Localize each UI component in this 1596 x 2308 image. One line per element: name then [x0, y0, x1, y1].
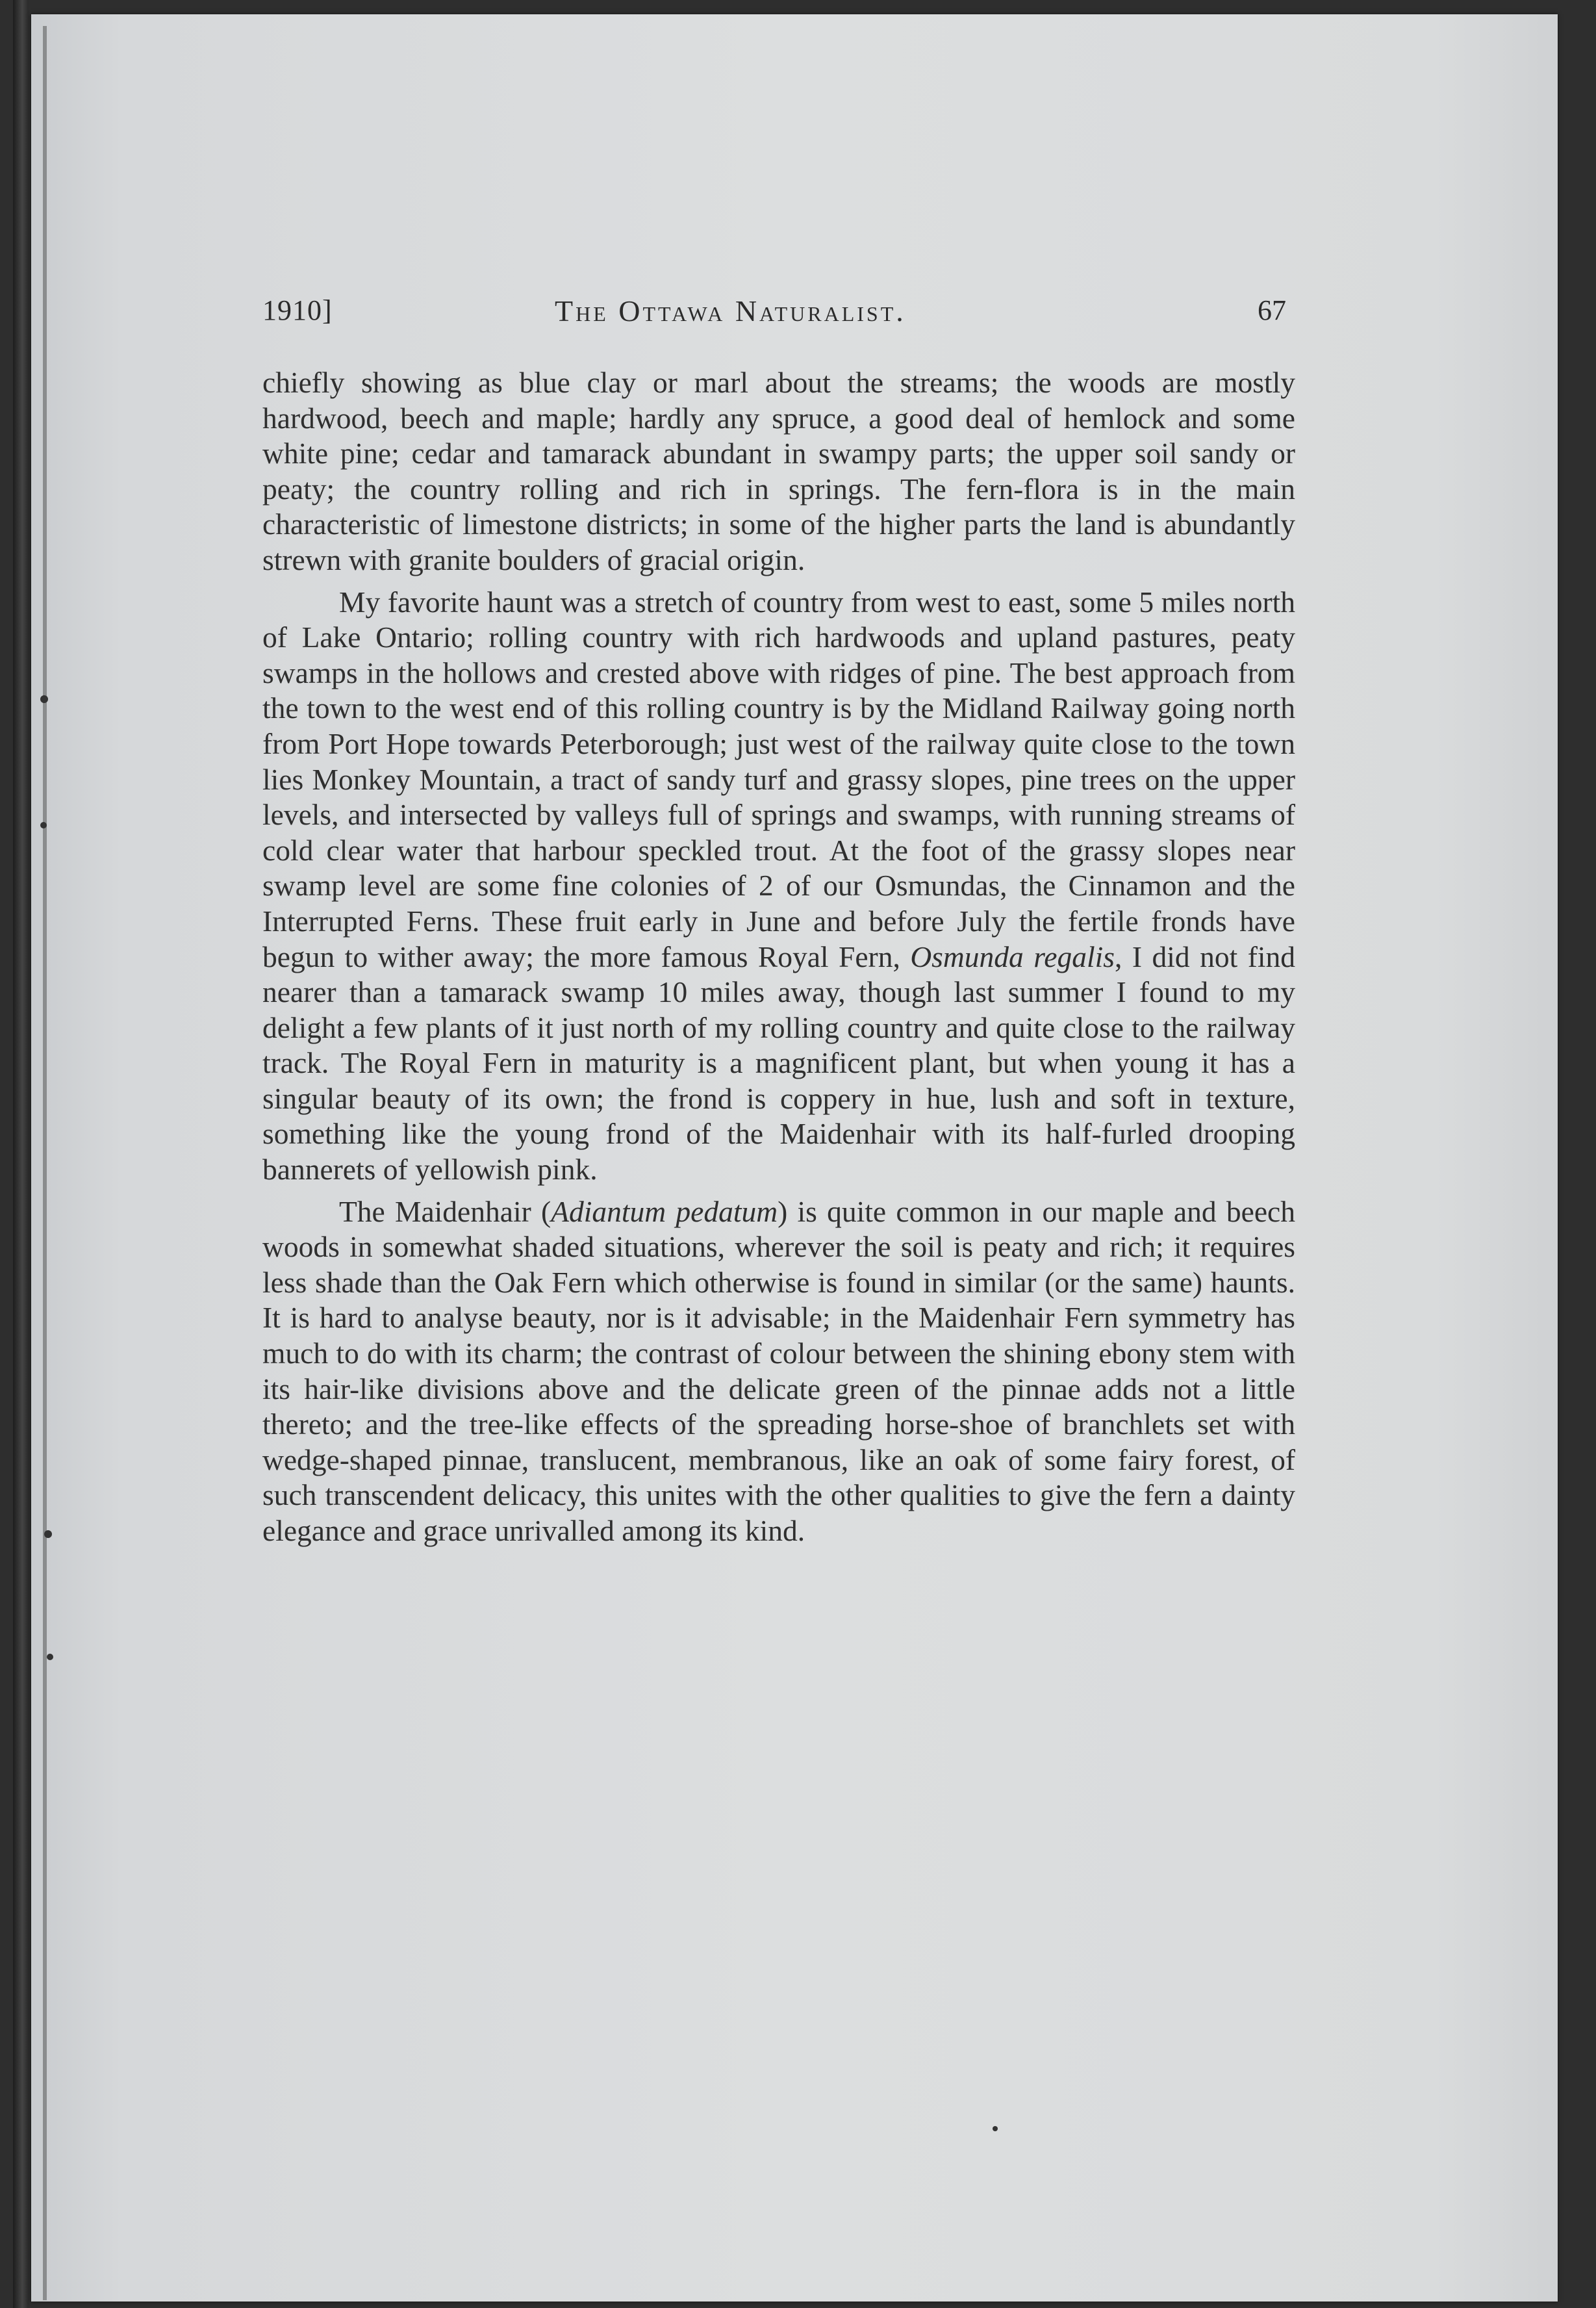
paragraph-text: My favorite haunt was a stretch of country from west to east, some 5 miles north of Lake Ontario; rolling country with rich hardwoods and upland pastures, peaty swamps in the hollows and crested above with ridges of pine. The best approach from the town to the west end of this rolling country is by the Midland Railway going north from Port Hope towards Peterborough; just west of the railway quite close to the town lies Monkey Mountain, a tract of sandy turf and grassy slopes, pine trees on the upper levels, and intersected by valleys full of springs and swamps, with running streams of cold clear water that harbour speckled trout. At the foot of the grassy slopes near swamp level are some fine colonies of 2 of our Osmundas, the Cinnamon and the Interrupted Ferns. These fruit early in June and before July the fertile fronds have begun to wither away; the more famous Royal Fern,	[262, 585, 1295, 973]
paragraph-text: The Maidenhair (	[339, 1194, 551, 1228]
paragraph	[262, 585, 1295, 1188]
speck-mark	[993, 2126, 998, 2131]
body-text	[262, 365, 1295, 1556]
binding-mark	[44, 1530, 52, 1538]
running-head-year: 1910]	[262, 294, 333, 326]
binding-edge	[13, 0, 29, 2308]
paragraph-text: ) is quite common in our maple and beech woods in somewhat shaded situations, wherever the soil is peaty and rich; it requires less shade than the Oak Fern which otherwise is found in similar (or the same) haunts. It is hard to analyse beauty, nor is it advisable; in the Maidenhair Fern symmetry has much to do with its charm; the contrast of colour between the shining ebony stem with its hair-like divisions above and the delicate green of the pinnae adds not a little thereto; and the tree-like effects of the spreading horse-shoe of branchlets set with wedge-shaped pinnae, translucent, membranous, like an oak of some fairy forest, of such transcendent delicacy, this unites with the other qualities to give the fern a dainty elegance and grace unrivalled among its kind.	[262, 1194, 1295, 1547]
binding-mark	[40, 695, 48, 703]
paragraph-text: , I did not find nearer than a tamarack swamp 10 miles away, though last summer I found to my delight a few plants of it just north of my rolling country and quite close to the railway track. The Royal Fern in maturity is a magnificent plant, but when young it has a singular beauty of its own; the frond is coppery in hue, lush and soft in texture, something like the young frond of the Maidenhair with its half-furled drooping bannerets of yellowish pink.	[262, 940, 1295, 1186]
page-gutter-line	[43, 26, 47, 2300]
italic-species-name: Adiantum pedatum	[551, 1194, 778, 1228]
paragraph	[262, 1194, 1295, 1549]
running-head	[262, 294, 1293, 339]
italic-species-name: Osmunda regalis	[910, 940, 1115, 973]
paragraph-text: chiefly showing as blue clay or marl about the streams; the woods are mostly hardwood, beech and maple; hardly any spruce, a good deal of hemlock and some white pine; cedar and tamarack abundant in swampy parts; the upper soil sandy or peaty; the country rolling and rich in springs. The fern-flora is in the main characteristic of limestone districts; in some of the higher parts the land is abundantly strewn with granite boulders of gracial origin.	[262, 366, 1295, 576]
page-number: 67	[1258, 294, 1286, 326]
binding-mark	[47, 1654, 53, 1660]
binding-mark	[40, 822, 47, 828]
paragraph	[262, 365, 1295, 578]
running-head-journal-title: The Ottawa Naturalist.	[555, 294, 906, 327]
